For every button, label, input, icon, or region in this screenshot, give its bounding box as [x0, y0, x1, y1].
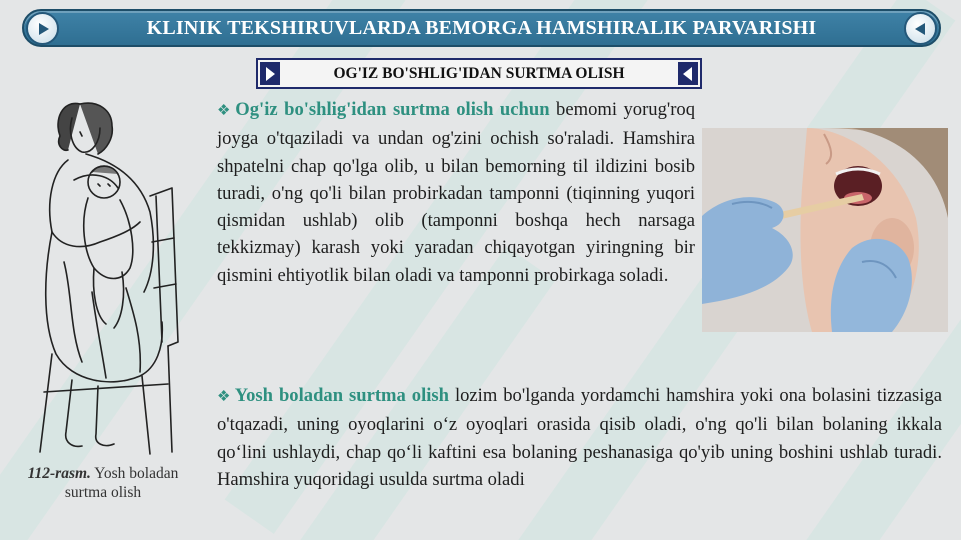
diamond-bullet-icon: ❖ — [217, 389, 232, 405]
throat-swab-photo — [702, 128, 948, 332]
triangle-right-icon — [260, 62, 280, 85]
paragraph1-text: bemomi yorug'roq joyga o'tqaziladi va undan og'zini ochish so'raladi. Hamshira shpatelni chap qo'lga olib, u bilan bemorning til ildizini bosib turadi, o'ng qo'li bilan probirkadan tamponni (tiqinning yuqori qismidan ushlab) olib (tamponni boshqa hech narsaga tekkizmay) karash yoki yaradan chiqayotgan yiringning bir qismini ehtiyotlik bilan oladi va tamponni probirkaga soladi. — [217, 99, 695, 286]
slide-title: KLINIK TEKSHIRUVLARDA BEMORGA HAMSHIRALIK PARVARISHI — [146, 17, 817, 39]
mother-child-illustration — [22, 92, 192, 460]
play-left-icon — [913, 21, 929, 37]
figure-caption-text: Yosh boladan surtma olish — [64, 465, 179, 501]
next-slide-button[interactable] — [904, 12, 937, 45]
diamond-bullet-icon: ❖ — [217, 103, 233, 119]
figure-number: 112-rasm. — [27, 465, 91, 482]
section-subtitle: OG'IZ BO'SHLIG'IDAN SURTMA OLISH — [333, 65, 625, 82]
figure-caption — [18, 464, 188, 502]
triangle-left-icon — [678, 62, 698, 85]
paragraph1-highlight: Og'iz bo'shlig'idan surtma olish uchun — [235, 99, 550, 120]
paragraph-child-swab — [217, 382, 942, 493]
header-bar — [22, 9, 941, 47]
paragraph2-text: lozim bo'lganda yordamchi hamshira yoki ona bolasini tizzasiga o'tqazadi, uning oyoqlarini o‘z oyoqlari orasida qisib oladi, o'ng qo'li bilan bolaning ikkala qo‘lini ushlaydi, chap qo‘li kaftini esa bolaning peshanasiga qo'yib uning boshini ushlab turadi. Hamshira yuqoridagi usulda surtma oladi — [217, 385, 943, 490]
play-right-icon — [35, 21, 51, 37]
paragraph-throat-swab — [217, 96, 695, 289]
prev-slide-button[interactable] — [26, 12, 59, 45]
paragraph2-highlight: Yosh boladan surtma olish — [234, 385, 449, 406]
section-subtitle-box — [256, 58, 702, 89]
